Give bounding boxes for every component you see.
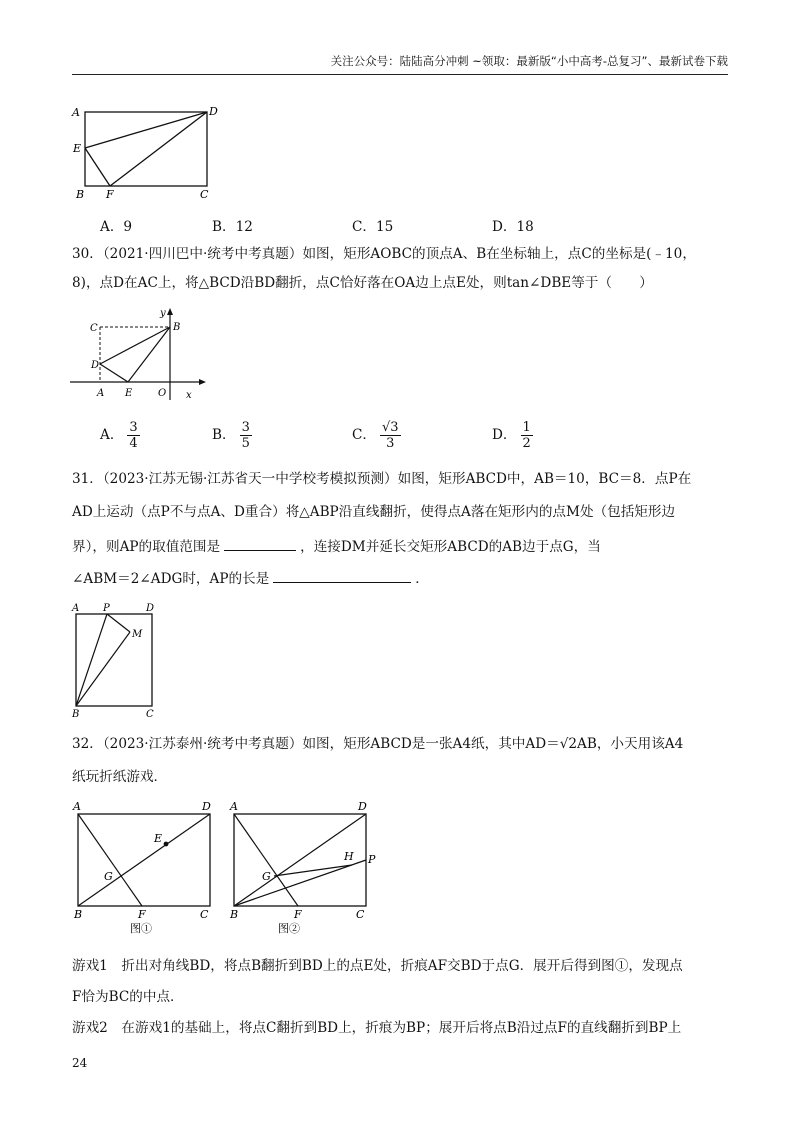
label-A: A bbox=[230, 800, 238, 813]
label-A: A bbox=[97, 388, 105, 399]
q29-figure bbox=[70, 102, 230, 200]
label-y: y bbox=[160, 308, 166, 319]
q31-line4: ∠ABM＝2∠ADG时，AP的长是 ． bbox=[72, 568, 429, 588]
q29-option-b: B．12 bbox=[212, 219, 253, 235]
label-B: B bbox=[173, 322, 181, 333]
label-C: C bbox=[356, 908, 365, 921]
label-B: B bbox=[230, 908, 239, 921]
label-C: C bbox=[200, 908, 209, 921]
q29-option-a: A．9 bbox=[100, 219, 133, 235]
label-C: C bbox=[200, 188, 209, 200]
q31-line3: 界），则AP的取值范围是 ，连接DM并延长交矩形ABCD的AB边于点G，当 bbox=[72, 536, 601, 556]
label-P: P bbox=[368, 853, 376, 866]
q30-option-b: B． $\frac{3}{5}$ bbox=[212, 420, 250, 451]
figure-caption-2: 图② bbox=[278, 922, 300, 935]
label-F: F bbox=[294, 908, 302, 921]
label-M: M bbox=[132, 629, 143, 640]
label-A: A bbox=[72, 603, 80, 614]
answer-blank-1[interactable] bbox=[224, 536, 296, 551]
figure-caption-1: 图① bbox=[130, 922, 152, 935]
q30-line1: 30．（2021·四川巴中·统考中考真题）如图，矩形AOBC的顶点A、B在坐标轴上，点C的坐标是(﹣10， bbox=[72, 246, 696, 262]
q30-option-d: D． $\frac{1}{2}$ bbox=[492, 420, 531, 451]
label-P: P bbox=[103, 603, 110, 614]
q29-option-d: D．18 bbox=[492, 219, 534, 235]
label-A: A bbox=[73, 800, 81, 813]
label-G: G bbox=[262, 870, 271, 883]
label-A: A bbox=[72, 106, 80, 119]
label-F: F bbox=[106, 188, 114, 200]
label-B: B bbox=[72, 709, 80, 720]
q32-figure-1 bbox=[70, 798, 220, 938]
label-O: O bbox=[158, 388, 167, 399]
label-G: G bbox=[104, 870, 113, 883]
label-D: D bbox=[91, 360, 100, 371]
game1-line1: 游戏1 折出对角线BD，将点B翻折到BD上的点E处，折痕AF交BD于点G．展开后得到图①，发现点 bbox=[72, 958, 683, 974]
label-F: F bbox=[138, 908, 146, 921]
label-B: B bbox=[76, 188, 85, 200]
label-C: C bbox=[90, 323, 98, 334]
label-D: D bbox=[358, 800, 367, 813]
label-C: C bbox=[146, 709, 154, 720]
q31-line1: 31．（2023·江苏无锡·江苏省天一中学校考模拟预测）如图，矩形ABCD中，AB＝10，BC＝8．点P在 bbox=[72, 471, 692, 487]
page-number: 24 bbox=[72, 1056, 88, 1070]
label-x: x bbox=[186, 390, 192, 401]
q30-option-a: A． $\frac{3}{4}$ bbox=[100, 420, 138, 451]
q30-option-c: C． $\frac{√3}{3}$ bbox=[352, 420, 399, 451]
q31-figure bbox=[70, 600, 160, 720]
label-E: E bbox=[73, 142, 82, 155]
game2-line1: 游戏2 在游戏1的基础上，将点C翻折到BD上，折痕为BP；展开后将点B沿过点F的直线翻折到BP上 bbox=[72, 1020, 682, 1036]
q32-line2: 纸玩折纸游戏． bbox=[72, 769, 168, 785]
answer-blank-2[interactable] bbox=[273, 568, 411, 583]
label-D: D bbox=[146, 603, 155, 614]
q30-figure bbox=[70, 306, 210, 402]
game1-line2: F恰为BC的中点． bbox=[72, 989, 184, 1005]
label-D: D bbox=[209, 105, 218, 118]
label-E: E bbox=[154, 832, 163, 845]
label-H: H bbox=[344, 850, 354, 863]
label-D: D bbox=[202, 800, 211, 813]
label-E: E bbox=[125, 388, 133, 399]
q31-line2: AD上运动（点P不与点A、D重合）将△ABP沿直线翻折，使得点A落在矩形内的点M处（包括矩形边 bbox=[72, 504, 676, 520]
label-B: B bbox=[74, 908, 83, 921]
q30-line2: 8)，点D在AC上，将△BCD沿BD翻折，点C恰好落在OA边上点E处，则tan∠DBE等于（ ） bbox=[72, 275, 653, 291]
page-header: 关注公众号：陆陆高分冲刺 ~领取：最新版“小中高考-总复习”、最新试卷下载 bbox=[72, 54, 728, 75]
q32-line1: 32．（2023·江苏泰州·统考中考真题）如图，矩形ABCD是一张A4纸，其中AD＝√2AB，小天用该A4 bbox=[72, 736, 684, 752]
q29-option-c: C．15 bbox=[352, 219, 394, 235]
q32-figure-2 bbox=[228, 798, 388, 938]
